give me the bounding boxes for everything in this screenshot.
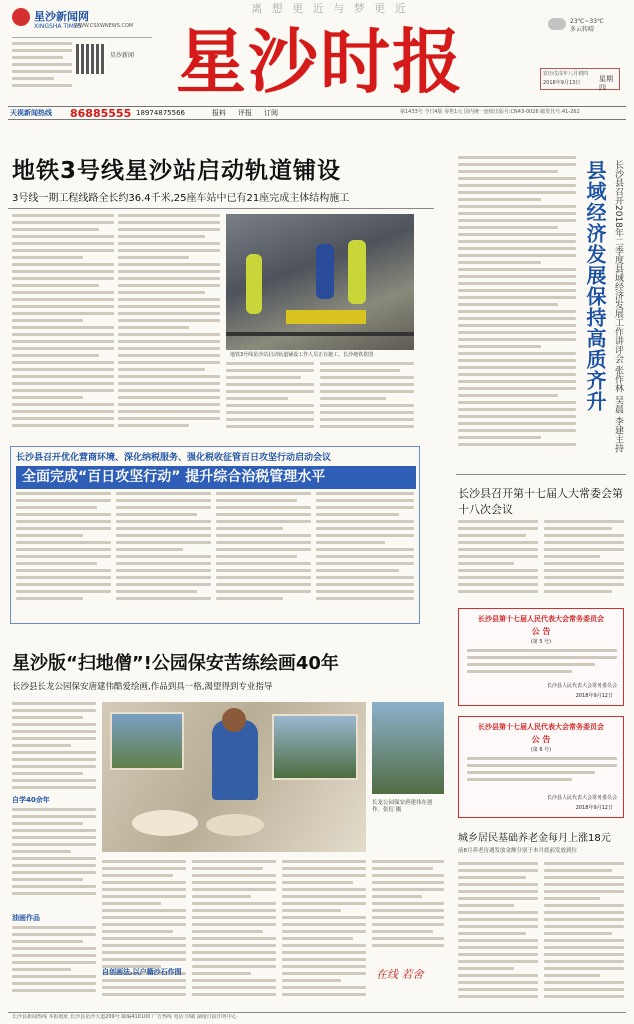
logo-sub: XINGSHA TIMES bbox=[34, 23, 82, 30]
divider bbox=[456, 474, 626, 475]
bottom-right-headline: 城乡居民基础养老金每月上涨18元 bbox=[458, 833, 611, 844]
story3-body-col1b bbox=[12, 808, 96, 908]
lead-body-col1 bbox=[12, 214, 114, 442]
story3-subhead: 长沙县长龙公园保安唐建伟酷爱绘画,作品到具一格,渴望得到专业指导 bbox=[12, 682, 273, 692]
masthead-slogan: 离 想 更 近 与 梦 更 近 bbox=[251, 2, 409, 15]
logo bbox=[12, 8, 152, 38]
lead-headline: 地铁3号线星沙站启动轨道铺设 bbox=[12, 158, 342, 184]
notice-body bbox=[467, 649, 617, 677]
notice-body bbox=[467, 757, 617, 789]
congress-body-col2 bbox=[544, 520, 624, 602]
hotline-link-report[interactable]: 报料 bbox=[212, 109, 226, 117]
notice-no: (第 6 号) bbox=[530, 747, 552, 753]
paper-title: 星沙时报 bbox=[176, 21, 464, 103]
masthead-intro bbox=[12, 42, 72, 102]
story2-kicker: 长沙县召开优化营商环境、深化纳税服务、强化税收征管百日攻坚行动启动会议 bbox=[16, 453, 332, 463]
story3-body-col4 bbox=[282, 860, 366, 1010]
lead-photo bbox=[226, 214, 414, 350]
lead-subhead: 3号线一期工程线路全长约36.4千米,25座车站中已有21座完成主体结构施工 bbox=[12, 193, 350, 204]
notice-title: 长沙县第十七届人民代表大会常务委员会 bbox=[478, 615, 604, 623]
worker-figure bbox=[316, 244, 334, 299]
story3-painting-side bbox=[372, 702, 444, 794]
story3-headline: 星沙版“扫地僧”!公园保安苦练绘画40年 bbox=[12, 653, 339, 674]
story3-body-col2 bbox=[102, 860, 186, 1010]
story3-body-col5 bbox=[372, 860, 444, 960]
lead-body-col2 bbox=[118, 214, 220, 442]
palette bbox=[132, 810, 198, 836]
story3-body-col3 bbox=[192, 860, 276, 1010]
worker-figure bbox=[246, 254, 262, 314]
painting bbox=[272, 714, 358, 780]
lead-caption: 地铁3号线星沙站启动轨道铺设工作人员正在施工。长沙地铁供图 bbox=[230, 352, 374, 358]
qr-label: 星沙新闻 bbox=[110, 52, 135, 59]
notice-sub: 公 告 bbox=[531, 735, 551, 744]
info-bar: 第1433号 今日4版 零售1元 国内统一连续出版号:CN43-0026 邮发代号:41-262 bbox=[400, 109, 580, 115]
notice-footer: 长沙县人民代表大会常务委员会 bbox=[546, 795, 617, 801]
lead-body-col4 bbox=[320, 362, 414, 442]
story2-body-col2 bbox=[116, 492, 211, 620]
notice-date: 2018年9月12日 bbox=[575, 693, 613, 699]
hotline-link-subscribe[interactable]: 订阅 bbox=[264, 109, 278, 117]
worker-figure bbox=[348, 240, 366, 304]
lunar-date: 农历戊戌年八月初四 bbox=[543, 71, 589, 77]
notice-box-6 bbox=[458, 716, 624, 818]
rail-cart bbox=[286, 310, 366, 324]
story3-sub2: 油画作品 bbox=[12, 914, 40, 922]
bottom-right-col1 bbox=[458, 862, 538, 1012]
congress-body-col1 bbox=[458, 520, 538, 602]
weather-icon bbox=[548, 18, 566, 30]
congress-headline: 长沙县召开第十七届人大常委会第十八次会议 bbox=[458, 487, 623, 516]
story2-body-col1 bbox=[16, 492, 111, 620]
divider bbox=[8, 1012, 626, 1013]
painter-figure bbox=[212, 720, 258, 800]
hotline-link-review[interactable]: 评报 bbox=[238, 109, 252, 117]
weather-desc: 多云转晴 bbox=[570, 26, 595, 33]
hotline-number: 86885555 bbox=[70, 107, 132, 120]
story3-caption: 长龙公园保安唐建伟在创作。张衍 摄 bbox=[372, 800, 433, 814]
side-kicker: 长沙县召开2018年二季度县域经济发展工作讲评会 张作林 吴晨 李建主持 bbox=[613, 160, 623, 453]
qr-code bbox=[76, 44, 106, 74]
notice-date: 2018年9月12日 bbox=[575, 805, 613, 811]
story2-body-col3 bbox=[216, 492, 311, 620]
lead-body-col3 bbox=[226, 362, 314, 442]
palette bbox=[206, 814, 264, 836]
side-body-col bbox=[458, 156, 576, 466]
story2-body-col4 bbox=[316, 492, 414, 620]
weekday: 星期四 bbox=[599, 75, 613, 93]
weather-temp: 23℃~33℃ bbox=[570, 18, 604, 25]
painting bbox=[110, 712, 184, 770]
logo-url: WWW.CSXWNEWS.COM bbox=[74, 23, 134, 29]
stamp-seal: 在线 若舍 bbox=[376, 968, 424, 981]
notice-title: 长沙县第十七届人民代表大会常务委员会 bbox=[478, 723, 604, 731]
bottom-right-col2 bbox=[544, 862, 624, 1012]
divider bbox=[8, 208, 434, 209]
painter-head bbox=[222, 708, 246, 732]
hotline-bar bbox=[8, 106, 626, 120]
rail bbox=[226, 332, 414, 336]
story3-sub1: 自学40余年 bbox=[12, 796, 50, 804]
bottom-right-subhead: 前8月养老待遇发放金额分别于本月底前发放到位 bbox=[458, 848, 578, 854]
hotline-mobile: 18974875566 bbox=[136, 109, 185, 117]
notice-sub: 公 告 bbox=[531, 627, 551, 636]
story3-sub3: 自创画法,以户籍沙石作图 bbox=[102, 968, 182, 976]
story2-headline: 全面完成“百日攻坚行动” 提升综合治税管理水平 bbox=[16, 466, 416, 489]
date: 2018年9月13日 bbox=[543, 80, 581, 86]
story3-body-col1c bbox=[12, 926, 96, 1006]
notice-box-5 bbox=[458, 608, 624, 706]
logo-icon bbox=[12, 8, 30, 26]
story3-photo bbox=[102, 702, 366, 852]
hotline-label: 天视新闻热线 bbox=[10, 109, 52, 117]
date-box bbox=[540, 68, 620, 93]
logo-text: 星沙新闻网 bbox=[34, 10, 89, 23]
notice-footer: 长沙县人民代表大会常务委员会 bbox=[546, 683, 617, 689]
side-headline: 县域经济发展保持高质齐升 bbox=[583, 160, 607, 412]
notice-no: (第 5 号) bbox=[530, 639, 552, 645]
footer: 长沙县新闻热线 本报地址 长沙县星沙大道209号 邮编410100 广告热线 电话 印刷 湖南日报印务中心 bbox=[12, 1014, 237, 1020]
